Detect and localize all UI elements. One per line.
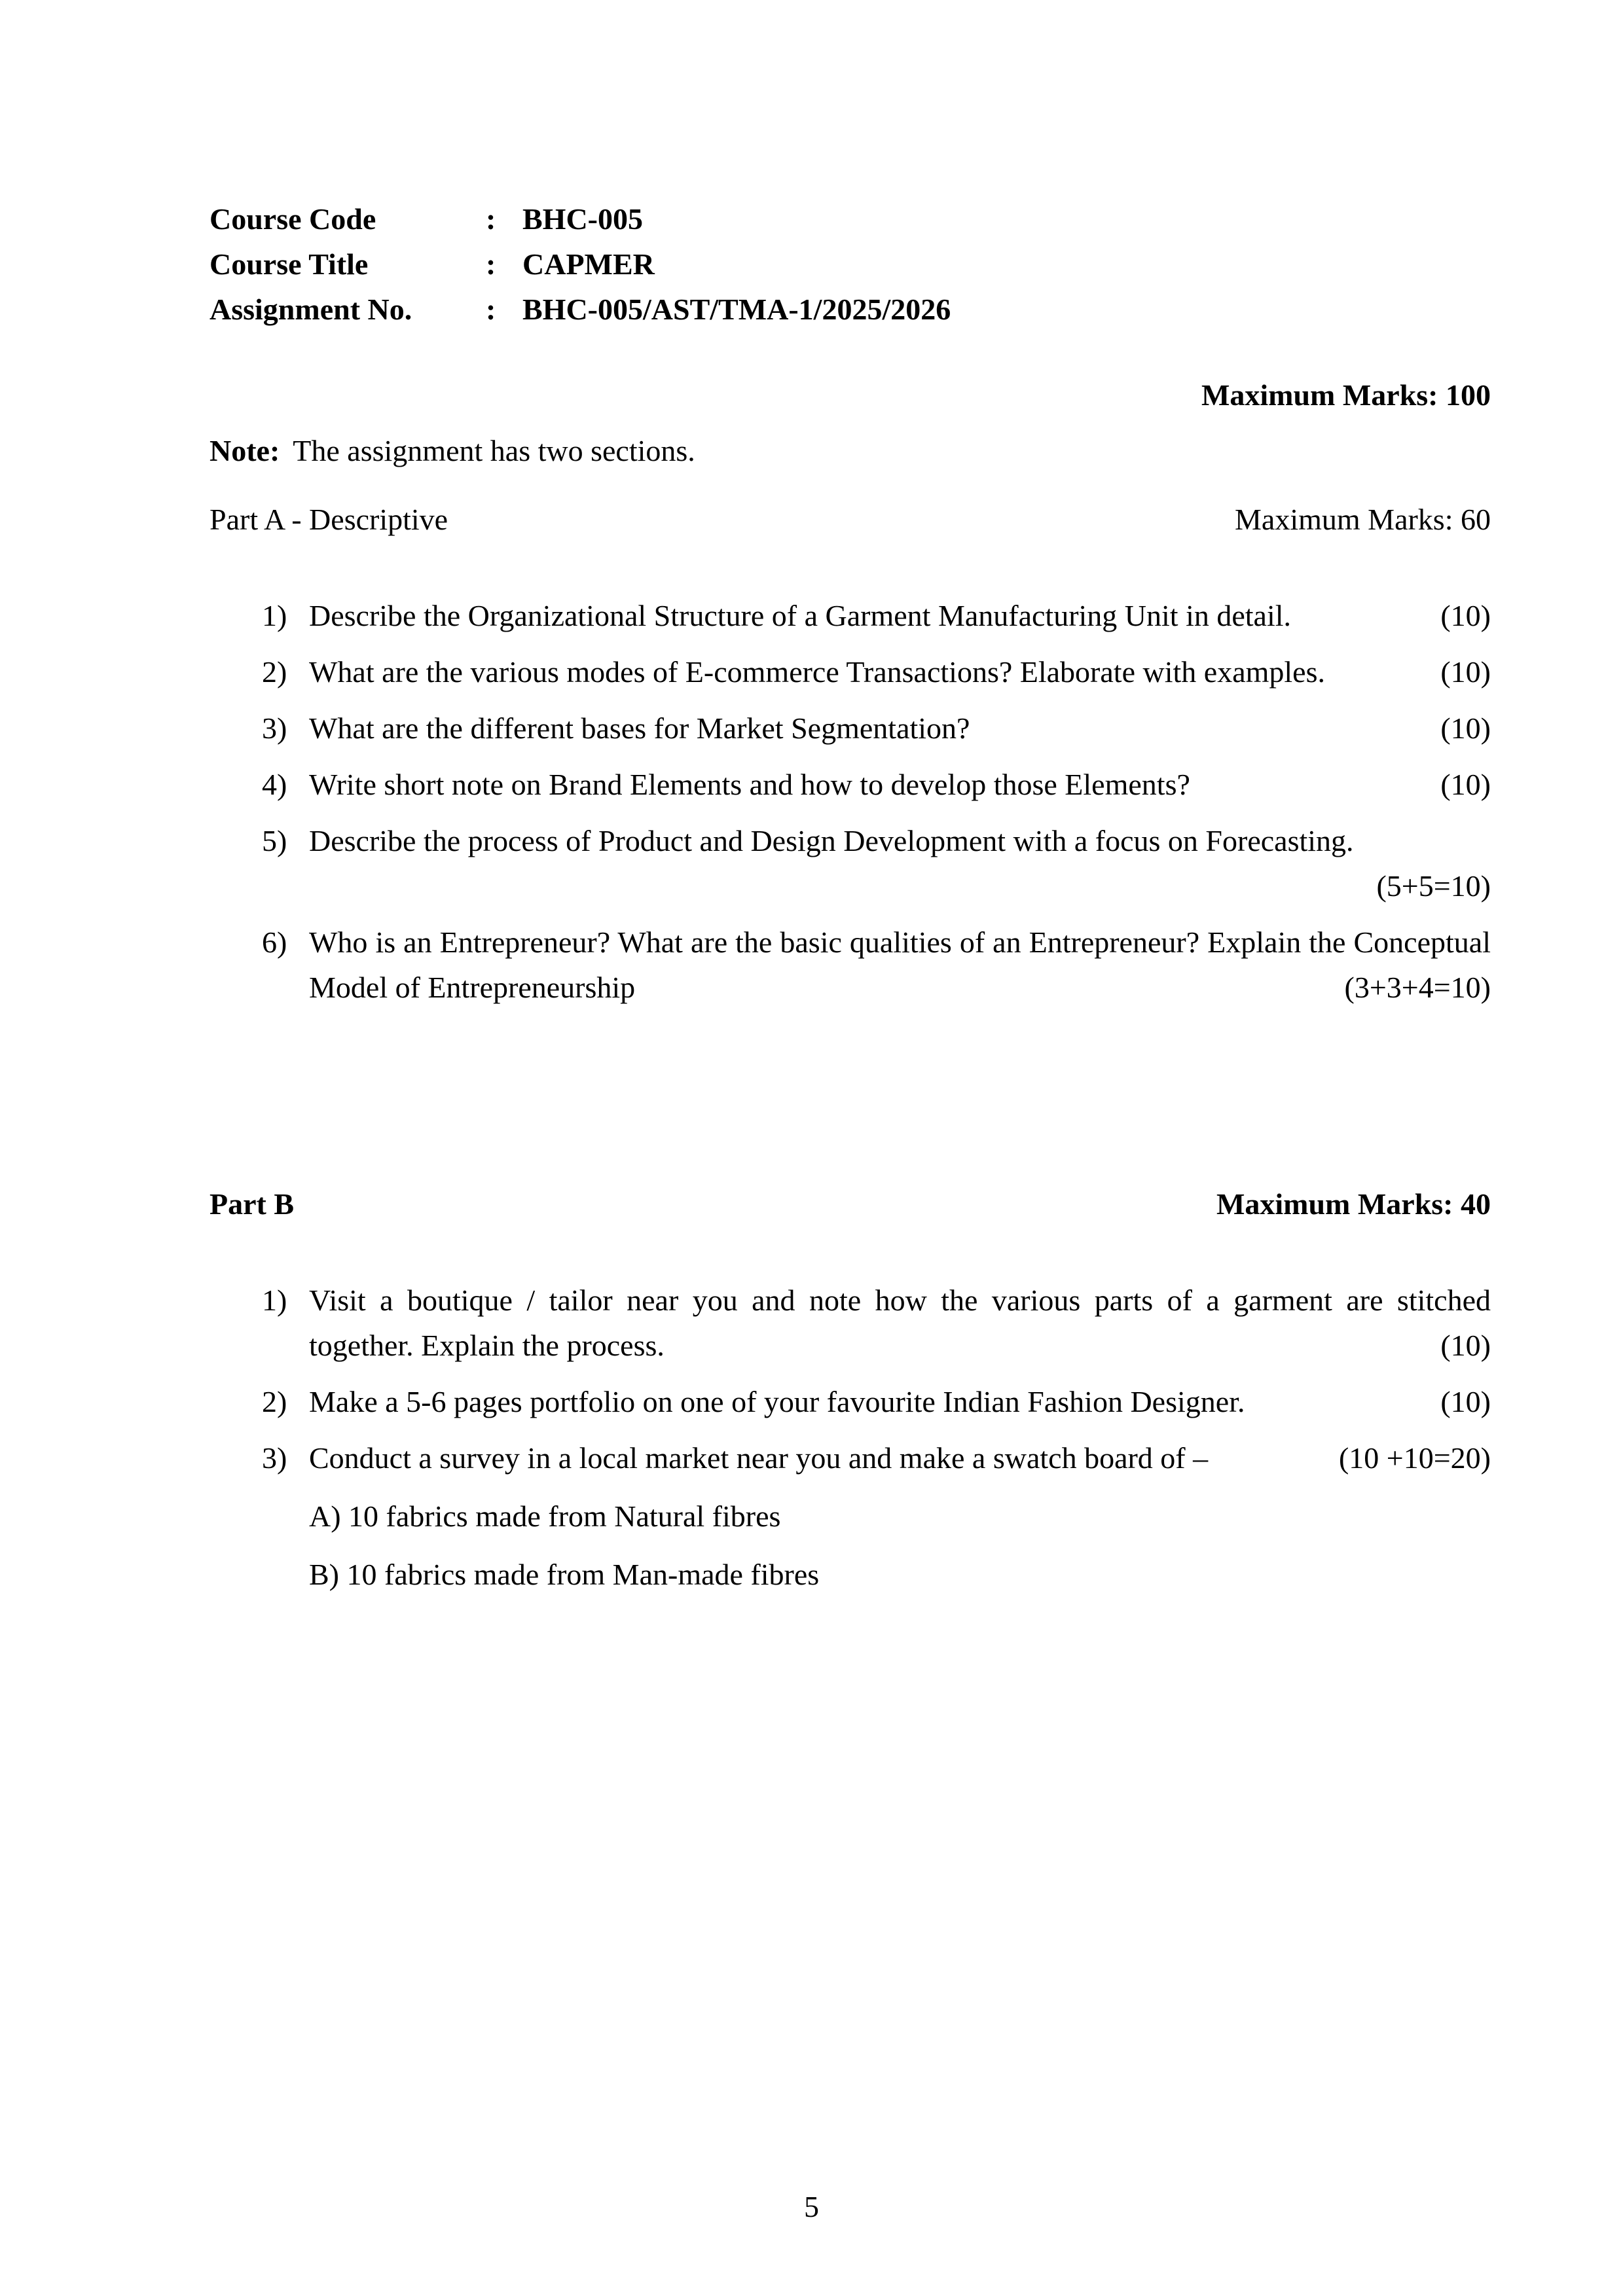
question-marks: (10): [1440, 1385, 1491, 1418]
question-number: 3): [262, 1441, 287, 1475]
course-info-table: [210, 196, 1491, 332]
question-body: [309, 762, 1491, 807]
assignment-no-separator: :: [486, 293, 496, 326]
question-marks: (10): [1440, 599, 1491, 632]
question-text: What are the various modes of E-commerce Transactions? Elaborate with examples.: [309, 655, 1325, 689]
part-a-heading: [210, 497, 1491, 542]
question-number: 6): [262, 925, 287, 959]
course-code-separator: :: [486, 202, 496, 236]
question-line: [309, 1278, 1491, 1368]
part-a-question-1: [210, 593, 1491, 638]
question-text: Who is an Entrepreneur? What are the basic qualities of an Entrepreneur? Explain the Conceptual Model of Entrepreneurship: [309, 925, 1491, 1004]
question-sub-item-a: A) 10 fabrics made from Natural fibres: [309, 1499, 781, 1533]
part-b-question-3: [210, 1435, 1491, 1597]
part-a-max-marks: Maximum Marks: 60: [1235, 503, 1491, 536]
question-marks: (10): [1440, 711, 1491, 745]
part-a-title: Part A - Descriptive: [210, 503, 448, 536]
question-marks: (10): [1440, 768, 1491, 801]
question-body: [309, 649, 1491, 694]
part-b-question-2: [210, 1379, 1491, 1424]
part-a-question-3: [210, 706, 1491, 751]
course-title-label: Course Title: [210, 247, 369, 281]
question-marks: (10): [1440, 655, 1491, 689]
course-title-value: CAPMER: [522, 247, 655, 281]
course-code-label: Course Code: [210, 202, 376, 236]
question-number: 1): [262, 599, 287, 632]
question-line: [309, 706, 1491, 751]
question-text: Conduct a survey in a local market near you and make a swatch board of –: [309, 1441, 1209, 1475]
course-code-value: BHC-005: [522, 202, 643, 236]
question-line: [309, 1435, 1491, 1480]
question-number: 4): [262, 768, 287, 801]
note-line: [210, 428, 1491, 473]
question-marks: (10): [1440, 1329, 1491, 1362]
question-number: 1): [262, 1283, 287, 1317]
question-line: [309, 762, 1491, 807]
part-b-title: Part B: [210, 1187, 295, 1221]
part-b-question-1: [210, 1278, 1491, 1368]
question-body: [309, 706, 1491, 751]
question-body: [309, 1278, 1491, 1368]
part-a-question-5: [210, 818, 1491, 908]
part-a-question-4: [210, 762, 1491, 807]
maximum-marks-total: Maximum Marks: 100: [1201, 378, 1491, 412]
question-line: [309, 593, 1491, 638]
question-line: [309, 649, 1491, 694]
note-text: The assignment has two sections.: [293, 434, 695, 467]
assignment-no-value: BHC-005/AST/TMA-1/2025/2026: [522, 293, 951, 326]
course-title-separator: :: [486, 247, 496, 281]
part-a-question-2: [210, 649, 1491, 694]
question-sub-item-b: B) 10 fabrics made from Man-made fibres: [309, 1558, 820, 1591]
question-body: [309, 818, 1491, 908]
question-number: 3): [262, 711, 287, 745]
question-text: Describe the Organizational Structure of a Garment Manufacturing Unit in detail.: [309, 599, 1292, 632]
question-marks: (10 +10=20): [1338, 1441, 1491, 1475]
question-body: [309, 920, 1491, 1010]
question-marks: (5+5=10): [1376, 869, 1491, 903]
part-b-heading: [210, 1181, 1491, 1227]
question-text: Describe the process of Product and Design Development with a focus on Forecasting.: [309, 824, 1354, 857]
question-number: 2): [262, 1385, 287, 1418]
question-text: What are the different bases for Market Segmentation?: [309, 711, 970, 745]
page-number: 5: [804, 2190, 819, 2223]
question-body: [309, 593, 1491, 638]
question-body: [309, 1435, 1491, 1597]
question-text: Visit a boutique / tailor near you and note how the various parts of a garment are stitched together. Explain the process.: [309, 1283, 1491, 1362]
question-line: [309, 818, 1491, 908]
question-number: 5): [262, 824, 287, 857]
question-body: [309, 1379, 1491, 1424]
question-text: Make a 5-6 pages portfolio on one of your favourite Indian Fashion Designer.: [309, 1385, 1245, 1418]
question-line: [309, 1379, 1491, 1424]
question-text: Write short note on Brand Elements and how to develop those Elements?: [309, 768, 1190, 801]
note-label: Note:: [210, 434, 280, 467]
question-number: 2): [262, 655, 287, 689]
part-a-question-6: [210, 920, 1491, 1010]
question-line: [309, 920, 1491, 1010]
part-b-max-marks: Maximum Marks: 40: [1216, 1187, 1491, 1221]
question-marks: (3+3+4=10): [1344, 971, 1491, 1004]
assignment-no-label: Assignment No.: [210, 293, 412, 326]
